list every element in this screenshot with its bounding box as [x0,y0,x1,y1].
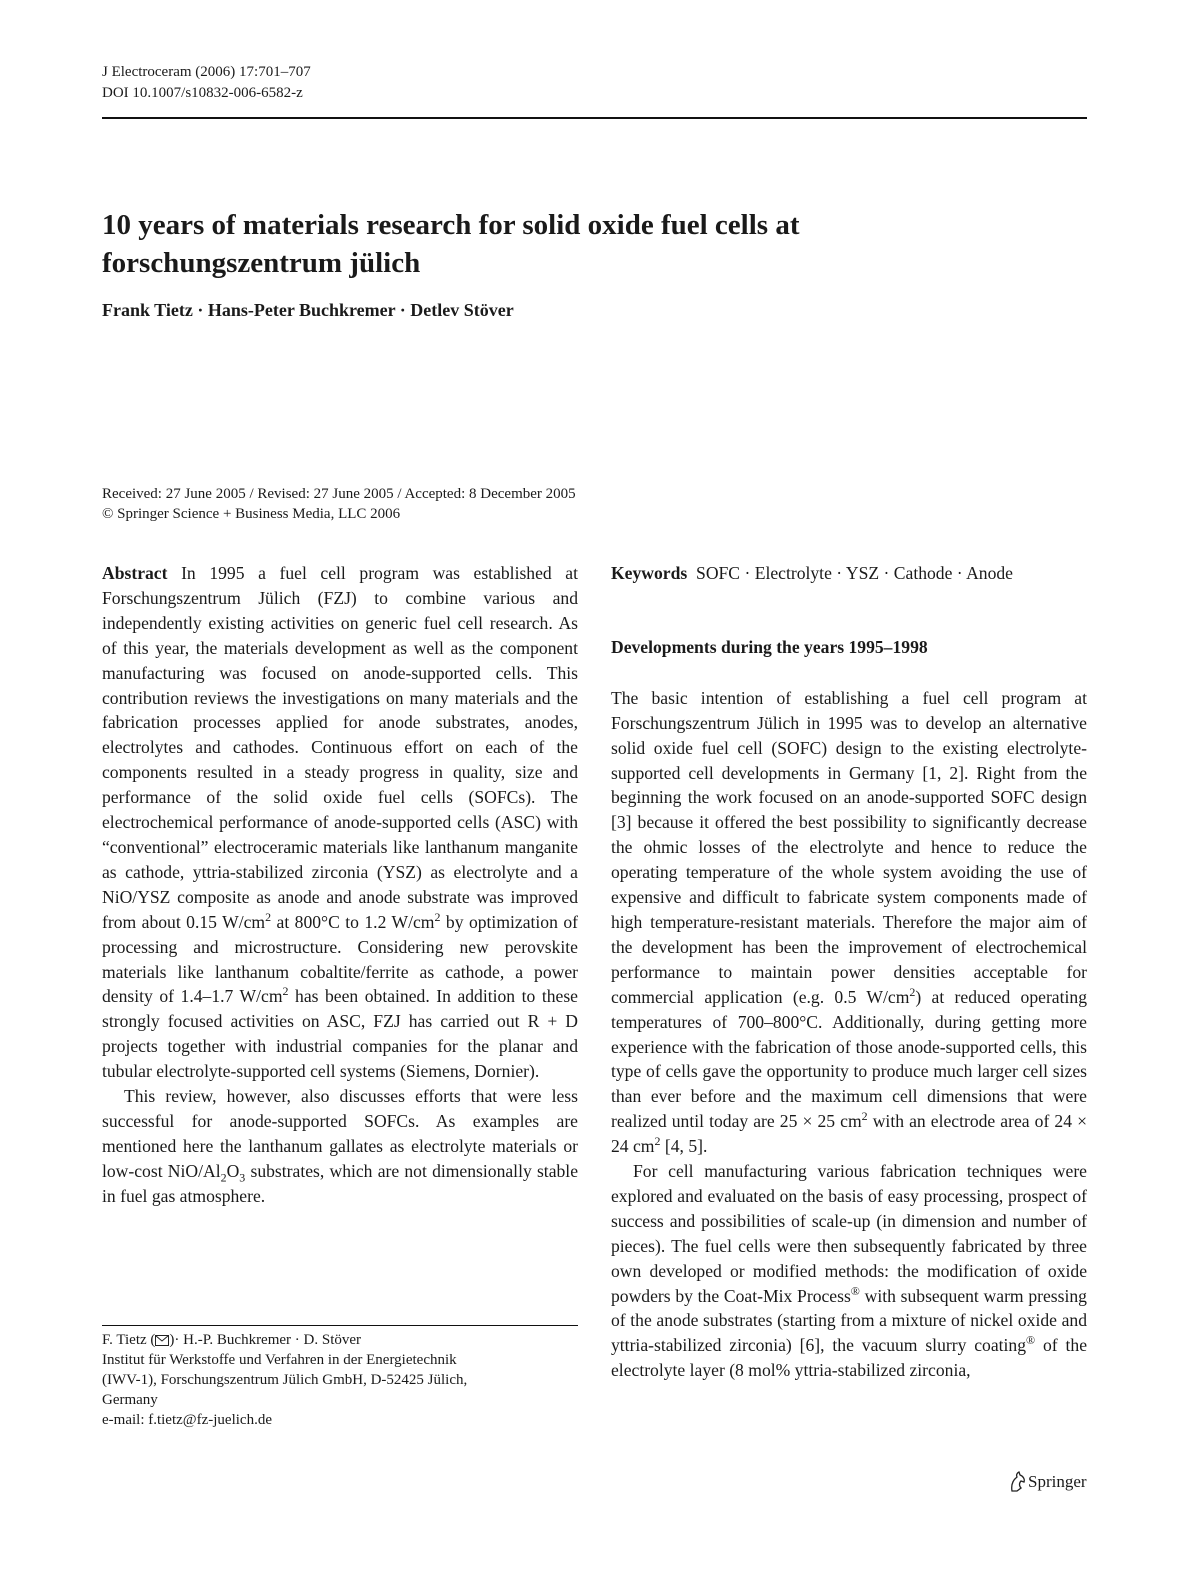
envelope-icon [155,1335,169,1346]
springer-horse-icon [1008,1471,1028,1493]
received-dates: Received: 27 June 2005 / Revised: 27 June 2005 / Accepted: 8 December 2005 [102,486,576,502]
section-heading: Developments during the years 1995–1998 [611,636,928,657]
header-rule [102,117,1087,119]
body-paragraph-2: For cell manufacturing various fabrication techniques were explored and evaluated on the basis of easy processing, prospect of success and possibilities of scale-up (in dimension and number of pieces). The fuel cells were then subsequently fabricated by three own developed or modified methods: the modification of oxide powders by the Coat-Mix Process® with subsequent warm pressing of the anode substrates (starting from a mixture of nickel oxide and yttria-stabilized zirconia) [6], the vacuum slurry coating® of the electrolyte layer (8 mol% yttria-stabilized zirconia, [611,1161,1087,1381]
body-column [611,561,1087,1383]
keywords-line [611,561,1087,586]
journal-header [102,62,311,104]
abstract-label: Abstract [102,563,168,583]
author-list: Frank Tietz · Hans-Peter Buchkremer · Detlev Stöver [102,300,514,320]
article-title: 10 years of materials research for solid oxide fuel cells at forschungszentrum jülich [102,209,800,279]
abstract-paragraph-1: Abstract In 1995 a fuel cell program was established at Forschungszentrum Jülich (FZJ) to combine various and independently existing activities on generic fuel cell research. As of this year, the materials development as well as the component manufacturing was focused on anode-supported cells. This contribution reviews the investigations on many materials and the fabrication processes applied for anode substrates, anodes, electrolytes and cathodes. Continuous effort on each of the components resulted in a steady progress in quality, size and performance of the solid oxide fuel cells (SOFCs). The electrochemical performance of anode-supported cells (ASC) with “conventional” electroceramic materials like lanthanum manganite as cathode, yttria-stabilized zirconia (YSZ) as electrolyte and a NiO/YSZ composite as anode and anode substrate was improved from about 0.15 $W/cm^2$ at 800°C to 1.2 $W/cm^2$ by optimization of processing and microstructure. Considering new perovskite materials like lanthanum cobaltite/ferrite as cathode, a power density of 1.4–1.7 $W/cm^2$ has been obtained. In addition to these strongly focused activities on ASC, FZJ has carried out R + D projects together with industrial companies for the planar and tubular electrolyte-supported cell systems (Siemens, Dornier). [102,563,578,1082]
journal-doi: DOI 10.1007/s10832-006-6582-z [102,85,303,101]
footnote-country: Germany [102,1392,158,1408]
footnote-authors: F. Tietz ( )· H.-P. Buchkremer · D. Stöver [102,1332,362,1348]
keywords-label: Keywords [611,563,688,583]
footnote-email[interactable]: e-mail: f.tietz@fz-juelich.de [102,1412,272,1428]
journal-citation: J Electroceram (2006) 17:701–707 [102,64,311,80]
footnote-address: (IWV-1), Forschungszentrum Jülich GmbH, D-52425 Jülich, [102,1372,468,1388]
copyright-line: © Springer Science + Business Media, LLC 2006 [102,506,401,522]
article-history [102,484,576,524]
publisher-logo [1008,1471,1087,1493]
author-footnote [102,1330,578,1430]
footnote-institute: Institut für Werkstoffe und Verfahren in der Energietechnik [102,1352,457,1368]
body-paragraph-1: The basic intention of establishing a fuel cell program at Forschungszentrum Jülich in 1995 was to develop an alternative solid oxide fuel cell (SOFC) design to the existing electrolyte-supported cell developments in Germany [1, 2]. Right from the beginning the work focused on an anode-supported SOFC design [3] because it offered the best possibility to significantly decrease the ohmic losses of the electrolyte and hence to reduce the operating temperature of the whole system avoiding the use of expensive and difficult to fabricate system components made of high temperature-resistant materials. Therefore the major aim of the development has been the improvement of electrochemical performance to maintain power densities acceptable for commercial application (e.g. 0.5 $W/cm^2$) at reduced operating temperatures of 700–800°C. Additionally, during getting more experience with the fabrication of those anode-supported cells, this type of cells gave the opportunity to produce much larger cell sizes than ever before and the maximum cell dimensions that were realized until today are 25 × 25 $cm^2$ with an electrode area of 24 × 24 $cm^2$ [4, 5]. [611,687,1087,1157]
footnote-rule [102,1325,578,1326]
abstract-paragraph-2: This review, however, also discusses efforts that were less successful for anode-supported SOFCs. As examples are mentioned here the lanthanum gallates as electrolyte materials or low-cost NiO/$Al_2O_3$ substrates, which are not dimensionally stable in fuel gas atmosphere. [102,1086,578,1206]
publisher-name: Springer [1028,1472,1087,1491]
abstract-column [102,561,578,1209]
keywords-text: SOFC · Electrolyte · YSZ · Cathode · Anode [696,563,1013,583]
